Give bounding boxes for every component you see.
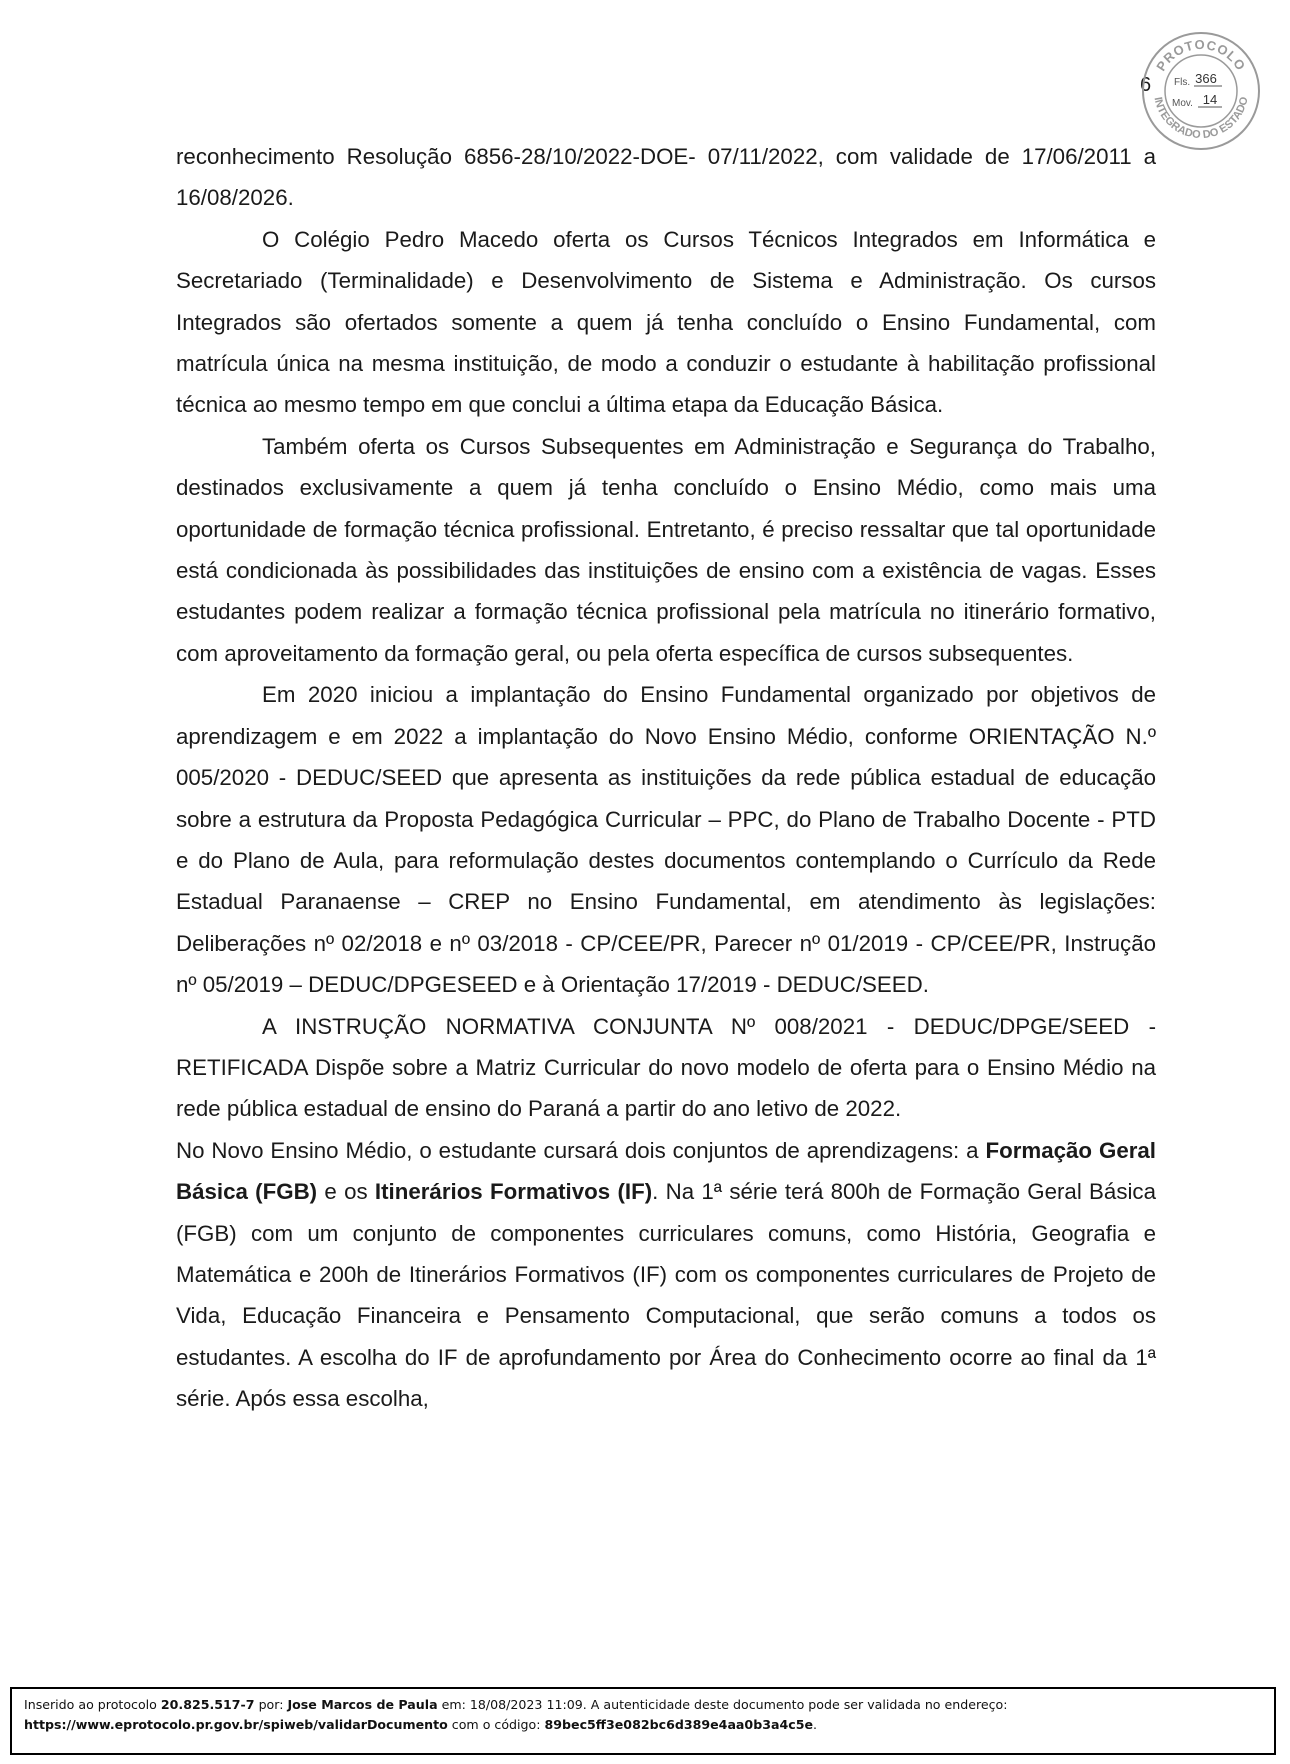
if-term: Itinerários Formativos (IF) xyxy=(374,1179,653,1205)
author-name: Jose Marcos de Paula xyxy=(287,1697,438,1712)
protocol-footer xyxy=(10,1687,1276,1755)
stamp-ring-bottom: INTEGRADO DO ESTADO xyxy=(1151,95,1251,142)
stamp-fls-value: 366 xyxy=(1195,71,1217,86)
paragraph-4: Em 2020 iniciou a implantação do Ensino Fundamental organizado por objetivos de aprendizagem e em 2022 a implantação do Novo Ensino Médio, conforme ORIENTAÇÃO N.º 005/2020 - DEDUC/SEED que apresenta as instituições da rede pública estadual de educação sobre a estrutura da Proposta Pedagógica Curricular – PPC, do Plano de Trabalho Docente - PTD e do Plano de Aula, para reformulação destes documentos contemplando o Currículo da Rede Estadual Paranaense – CREP no Ensino Fundamental, em atendimento às legislações: Deliberações nº 02/2018 e nº 03/2018 - CP/CEE/PR, Parecer nº 01/2019 - CP/CEE/PR, Instrução nº 05/2019 – DEDUC/DPGESEED e à Orientação 17/2019 - DEDUC/SEED. xyxy=(176,682,1156,998)
paragraph-1: reconhecimento Resolução 6856-28/10/2022-DOE- 07/11/2022, com validade de 17/06/2011 a 16/08/2026. xyxy=(176,144,1156,211)
protocol-stamp xyxy=(1140,30,1262,152)
protocol-number: 20.825.517-7 xyxy=(160,1697,255,1712)
stamp-fls-label: Fls. xyxy=(1174,77,1191,88)
paragraph-6-text-e: . Na 1ª série terá 800h de Formação Geral Básica (FGB) com um conjunto de componentes curriculares comuns, como História, Geografia e Matemática e 200h de Itinerários Formativos (IF) com os componentes curriculares de Projeto de Vida, Educação Financeira e Pensamento Computacional, que serão comuns a todos os estudantes. A escolha do IF de aprofundamento por Área do Conhecimento ocorre ao final da 1ª série. Após essa escolha, xyxy=(176,1179,1156,1412)
stamp-ring-top: PROTOCOLO xyxy=(1153,36,1249,74)
fgb-term: Formação Geral Básica (FGB) xyxy=(176,1137,1156,1205)
paragraph-6 xyxy=(176,1130,1156,1420)
validation-code: 89bec5ff3e082bc6d389e4aa0b3a4c5e xyxy=(544,1717,814,1732)
page-number: 6 xyxy=(1140,74,1152,96)
footer-text-2: por: xyxy=(254,1697,288,1712)
paragraph-3: Também oferta os Cursos Subsequentes em Administração e Segurança do Trabalho, destinados exclusivamente a quem já tenha concluído o Ensino Médio, como mais uma oportunidade de formação técnica profissional. Entretanto, é preciso ressaltar que tal oportunidade está condicionada às possibilidades das instituições de ensino com a existência de vagas. Esses estudantes podem realizar a formação técnica profissional pela matrícula no itinerário formativo, com aproveitamento da formação geral, ou pela oferta específica de cursos subsequentes. xyxy=(176,433,1156,666)
stamp-mov-value: 14 xyxy=(1202,92,1218,107)
footer-text-3: em: 18/08/2023 11:09. A autenticidade deste documento pode ser validada no endereço: xyxy=(437,1697,1008,1712)
footer-text-5: . xyxy=(813,1717,818,1732)
paragraph-2: O Colégio Pedro Macedo oferta os Cursos Técnicos Integrados em Informática e Secretariado (Terminalidade) e Desenvolvimento de Sistema e Administração. Os cursos Integrados são ofertados somente a quem já tenha concluído o Ensino Fundamental, com matrícula única na mesma instituição, de modo a conduzir o estudante à habilitação profissional técnica ao mesmo tempo em que conclui a última etapa da Educação Básica. xyxy=(176,226,1156,418)
paragraph-6-text-c: e os xyxy=(317,1179,375,1205)
footer-text-1: Inserido ao protocolo xyxy=(24,1697,161,1712)
paragraph-6-text-a: No Novo Ensino Médio, o estudante cursará dois conjuntos de aprendizagens: a xyxy=(176,1137,986,1163)
paragraph-5: A INSTRUÇÃO NORMATIVA CONJUNTA Nº 008/2021 - DEDUC/DPGE/SEED - RETIFICADA Dispõe sobre a Matriz Curricular do novo modelo de oferta para o Ensino Médio na rede pública estadual de ensino do Paraná a partir do ano letivo de 2022. xyxy=(176,1013,1156,1122)
document-body xyxy=(176,136,1156,1420)
validation-url[interactable]: https://www.eprotocolo.pr.gov.br/spiweb/validarDocumento xyxy=(24,1717,448,1732)
footer-text-4: com o código: xyxy=(447,1717,545,1732)
stamp-mov-label: Mov. xyxy=(1172,98,1193,109)
